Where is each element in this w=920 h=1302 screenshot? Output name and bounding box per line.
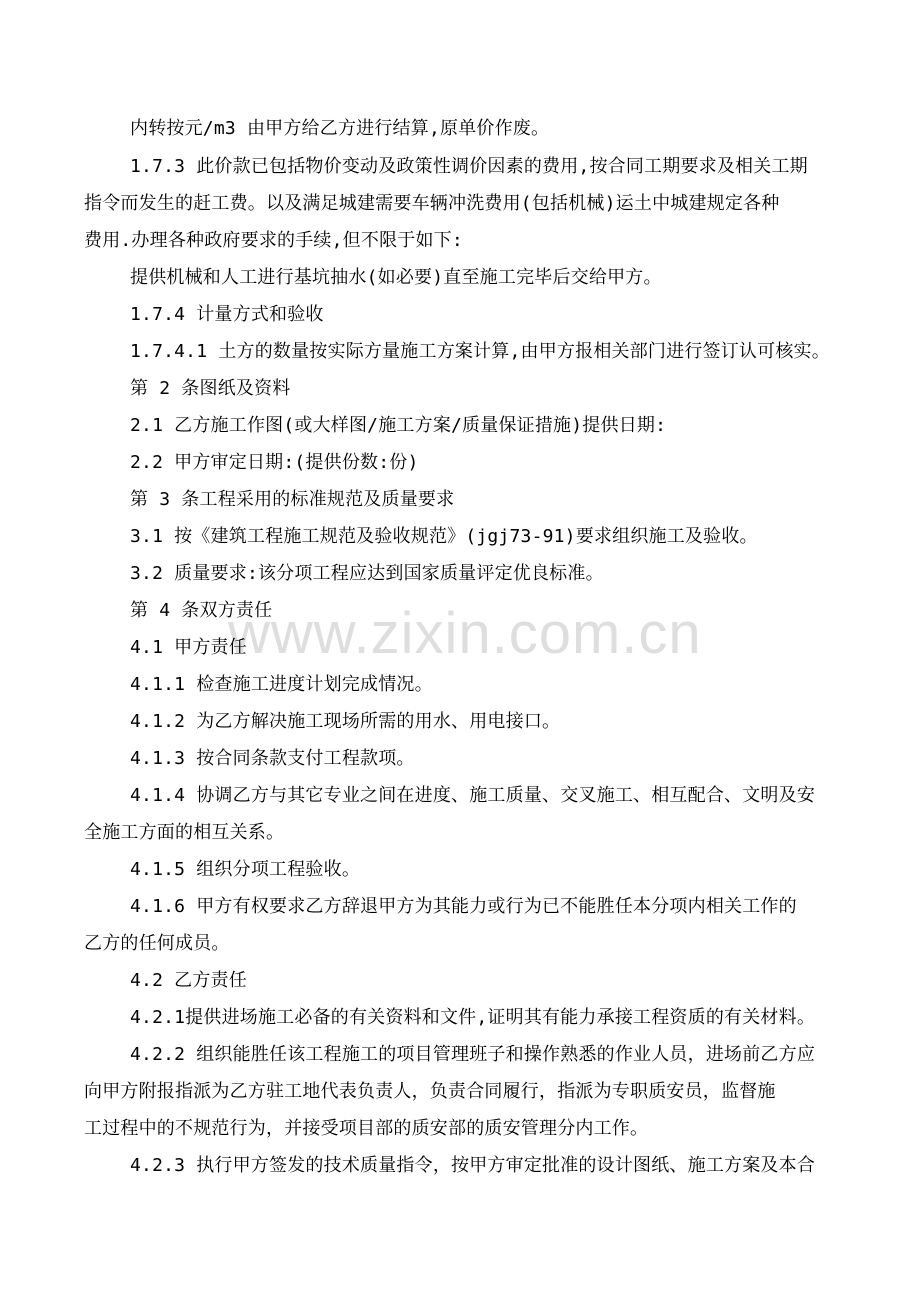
text-line: 4.1.2 为乙方解决施工现场所需的用水、用电接口。 — [130, 711, 561, 732]
text-line: 4.1.6 甲方有权要求乙方辞退甲方为其能力或行为已不能胜任本分项内相关工作的 — [130, 896, 797, 917]
text-line: 提供机械和人工进行基坑抽水(如必要)直至施工完毕后交给甲方。 — [130, 267, 662, 288]
text-line: 4.1.3 按合同条款支付工程款项。 — [130, 748, 415, 769]
text-line: 2.1 乙方施工作图(或大样图/施工方案/质量保证措施)提供日期: — [130, 415, 667, 436]
text-line: 4.1.4 协调乙方与其它专业之间在进度、施工质量、交叉施工、相互配合、文明及安 — [130, 785, 816, 806]
section-heading: 4.2 乙方责任 — [130, 970, 247, 991]
text-line: 内转按元/m3 由甲方给乙方进行结算,原单价作废。 — [130, 118, 550, 139]
section-heading: 第 4 条双方责任 — [130, 600, 273, 621]
section-heading: 第 2 条图纸及资料 — [130, 378, 291, 399]
text-line: 3.1 按《建筑工程施工规范及验收规范》(jgj73-91)要求组织施工及验收。 — [130, 526, 758, 547]
text-line: 全施工方面的相互关系。 — [84, 822, 285, 843]
text-line: 4.2.1提供进场施工必备的有关资料和文件,证明其有能力承接工程资质的有关材料。 — [130, 1007, 816, 1028]
text-line: 工过程中的不规范行为，并接受项目部的质安部的质安管理分内工作。 — [84, 1118, 649, 1139]
text-line: 费用.办理各种政府要求的手续,但不限于如下: — [84, 230, 463, 251]
text-line: 4.1.5 组织分项工程验收。 — [130, 859, 361, 880]
text-line: 3.2 质量要求:该分项工程应达到国家质量评定优良标准。 — [130, 563, 604, 584]
section-heading: 4.1 甲方责任 — [130, 637, 247, 658]
text-line: 1.7.4.1 土方的数量按实际方量施工方案计算,由甲方报相关部门进行签订认可核实。 — [130, 341, 830, 362]
text-line: 2.2 甲方审定日期:(提供份数:份) — [130, 452, 419, 473]
text-line: 4.2.2 组织能胜任该工程施工的项目管理班子和操作熟悉的作业人员，进场前乙方应 — [130, 1044, 816, 1065]
text-line: 乙方的任何成员。 — [84, 933, 230, 954]
text-line: 向甲方附报指派为乙方驻工地代表负责人，负责合同履行，指派为专职质安员，监督施 — [84, 1081, 776, 1102]
text-line: 1.7.3 此价款已包括物价变动及政策性调价因素的费用,按合同工期要求及相关工期 — [130, 156, 808, 177]
text-line: 指令而发生的赶工费。以及满足城建需要车辆冲洗费用(包括机械)运土中城建规定各种 — [84, 193, 780, 214]
text-line: 4.2.3 执行甲方签发的技术质量指令，按甲方审定批准的设计图纸、施工方案及本合 — [130, 1155, 816, 1176]
text-line: 4.1.1 检查施工进度计划完成情况。 — [130, 674, 433, 695]
section-heading: 第 3 条工程采用的标准规范及质量要求 — [130, 489, 455, 510]
watermark: www.zixin.com.cn — [228, 601, 702, 666]
section-heading: 1.7.4 计量方式和验收 — [130, 304, 324, 325]
